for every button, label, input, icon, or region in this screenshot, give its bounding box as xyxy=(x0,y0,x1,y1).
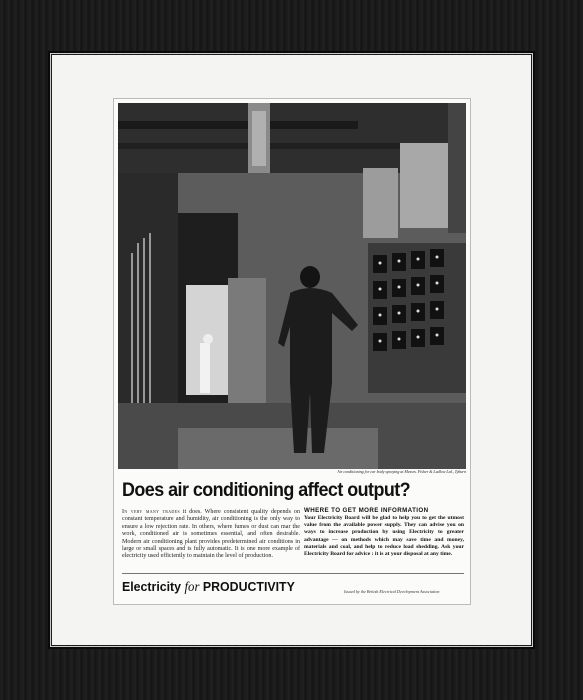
brand-for: for xyxy=(184,579,200,594)
body-intro: In very many trades xyxy=(122,509,180,515)
brand-productivity: PRODUCTIVITY xyxy=(199,579,295,594)
body-text: it does. Where consistent quality depends on constant temperature and humidity, air conditioning is the only way to ensure a low rejection rate. In others, where fumes or dust can mar the work, conditioned air is sometimes essential, and often desirable. Modern air conditioning plant provides predetermined air conditions in large or small spaces and is fully automatic. It is one more example of electricity used efficiently to maintain the level of production. xyxy=(122,509,300,560)
headline: Does air conditioning affect output? xyxy=(122,479,411,501)
brand-electricity: Electricity xyxy=(122,579,185,594)
info-text: Your Electricity Board will be glad to help you to get the utmost value from the available power supply. They can advise you on ways to increase production by using Electricity to greater advantage — on methods which may save time and money, materials and coal, and help to reduce load shedding. Ask your Electricity Board for advice : it is at your disposal at any time. xyxy=(304,515,464,558)
issued-by: Issued by the British Electrical Development Association xyxy=(344,589,440,594)
info-title: WHERE TO GET MORE INFORMATION xyxy=(304,507,429,514)
photo-caption: Air conditioning for car body spraying at Messrs. Fisher & Ludlow Ltd., Tyburn xyxy=(337,469,466,474)
body-copy xyxy=(122,509,300,561)
footer-rule xyxy=(122,573,464,574)
factory-photograph xyxy=(118,103,466,469)
factory-photo-illustration xyxy=(118,103,466,469)
brand-slogan xyxy=(122,579,295,595)
advert-print xyxy=(113,98,471,605)
